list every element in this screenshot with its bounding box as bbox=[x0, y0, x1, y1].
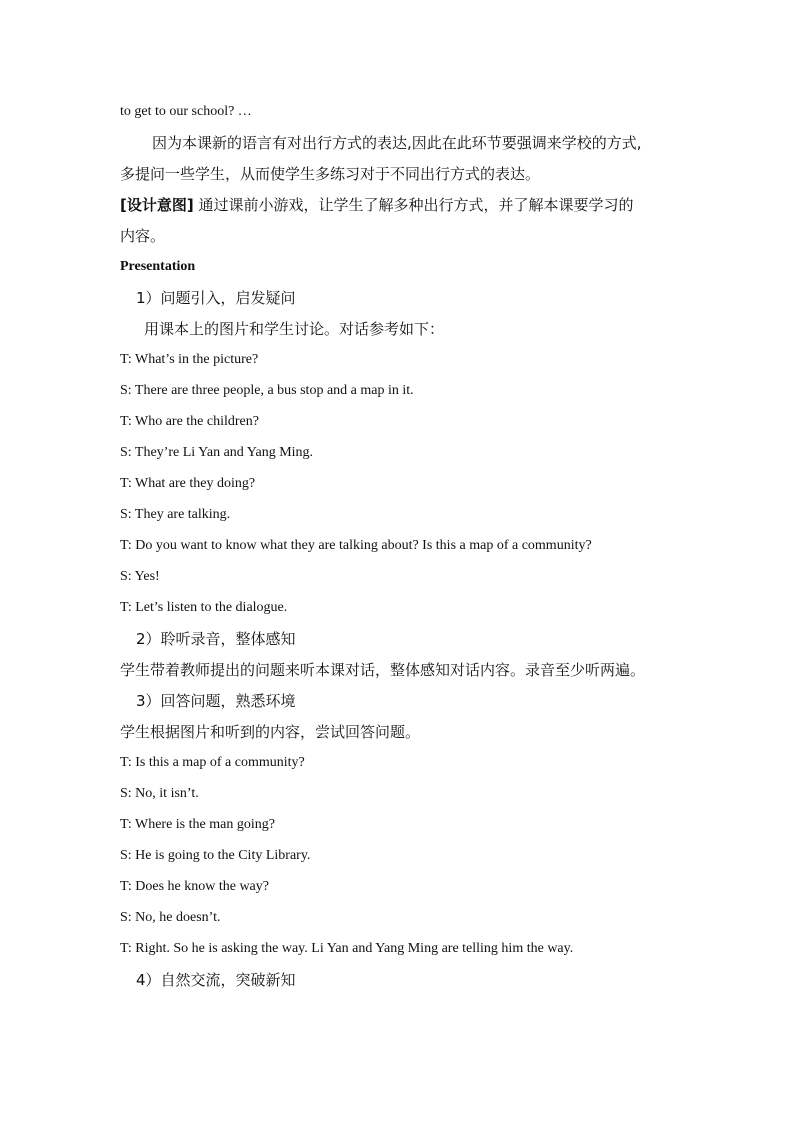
step-heading: 3）回答问题，熟悉环境 bbox=[136, 692, 296, 710]
dialogue-line: T: Is this a map of a community? bbox=[120, 755, 305, 770]
dialogue-line: S: He is going to the City Library. bbox=[120, 848, 311, 863]
dialogue-line: T: What’s in the picture? bbox=[120, 352, 259, 367]
text-line: 多提问一些学生，从而使学生多练习对于不同出行方式的表达。 bbox=[120, 165, 541, 183]
dialogue-line: T: Do you want to know what they are talking about? Is this a map of a community? bbox=[120, 538, 592, 553]
design-intent-label: [设计意图] bbox=[120, 196, 194, 214]
text-line: 内容。 bbox=[120, 227, 166, 245]
step-heading: 1）问题引入，启发疑问 bbox=[136, 289, 296, 307]
dialogue-line: T: Who are the children? bbox=[120, 414, 259, 429]
dialogue-line: T: Let’s listen to the dialogue. bbox=[120, 600, 288, 615]
text-line: 用课本上的图片和学生讨论。对话参考如下： bbox=[144, 320, 445, 338]
text-line: 因为本课新的语言有对出行方式的表达,因此在此环节要强调来学校的方式, bbox=[152, 134, 642, 152]
text-line: 学生根据图片和听到的内容，尝试回答问题。 bbox=[120, 723, 421, 741]
design-intent-text: 通过课前小游戏，让学生了解多种出行方式，并了解本课要学习的 bbox=[198, 196, 634, 214]
dialogue-line: S: They are talking. bbox=[120, 507, 231, 522]
text-line: 学生带着教师提出的问题来听本课对话，整体感知对话内容。录音至少听两遍。 bbox=[120, 661, 646, 679]
dialogue-line: S: They’re Li Yan and Yang Ming. bbox=[120, 445, 314, 460]
dialogue-line: S: No, he doesn’t. bbox=[120, 910, 221, 925]
step-heading: 2）聆听录音，整体感知 bbox=[136, 630, 296, 648]
design-intent-line bbox=[120, 195, 634, 215]
dialogue-line: T: What are they doing? bbox=[120, 476, 256, 491]
dialogue-line: T: Where is the man going? bbox=[120, 817, 275, 832]
section-heading: Presentation bbox=[120, 259, 196, 274]
dialogue-line: S: No, it isn’t. bbox=[120, 786, 199, 801]
dialogue-line: T: Does he know the way? bbox=[120, 879, 269, 894]
text-line: to get to our school? … bbox=[120, 104, 252, 119]
dialogue-line: S: There are three people, a bus stop and a map in it. bbox=[120, 383, 414, 398]
dialogue-line: T: Right. So he is asking the way. Li Yan and Yang Ming are telling him the way. bbox=[120, 941, 574, 956]
step-heading: 4）自然交流，突破新知 bbox=[136, 971, 296, 989]
dialogue-line: S: Yes! bbox=[120, 569, 160, 584]
